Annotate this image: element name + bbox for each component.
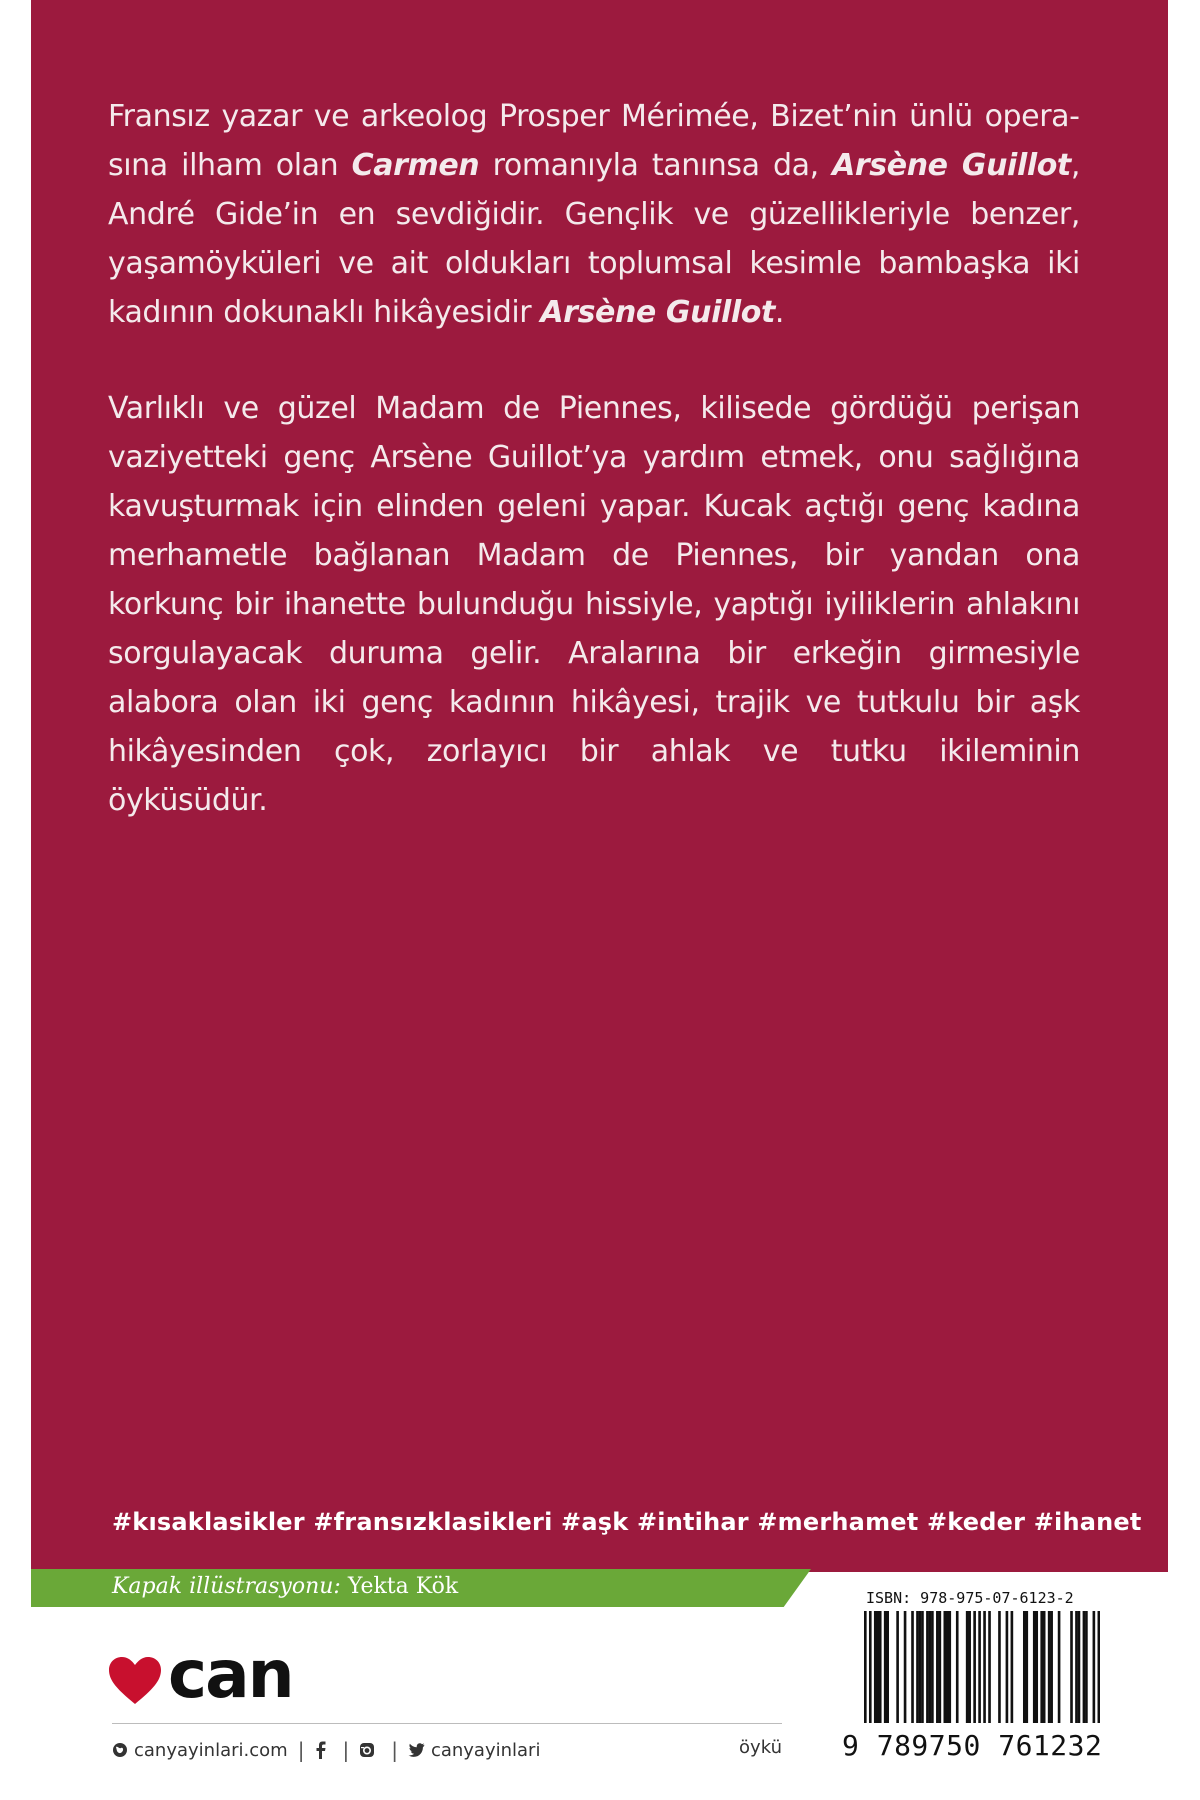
barcode-bar: [1058, 1611, 1061, 1723]
barcode-bar: [1075, 1611, 1078, 1723]
barcode-bar: [864, 1611, 867, 1723]
logo-wordmark: can: [168, 1636, 293, 1713]
barcode-bar: [1093, 1611, 1096, 1723]
barcode-bar: [931, 1611, 934, 1723]
barcode-bar: [946, 1611, 949, 1723]
barcode-bar: [978, 1611, 981, 1723]
barcode-bar: [973, 1611, 976, 1723]
publisher-footer: [112, 1737, 782, 1763]
separator: |: [297, 1738, 305, 1762]
barcode-bar: [1048, 1611, 1051, 1723]
barcode-digits: 9 789750 761232: [842, 1729, 1103, 1762]
barcode-bar: [904, 1611, 907, 1723]
separator: |: [342, 1738, 350, 1762]
heart-icon: [108, 1656, 162, 1706]
barcode-bar: [943, 1611, 946, 1723]
footer-rule: [112, 1723, 782, 1724]
barcode-bar: [916, 1611, 919, 1723]
barcode-bar: [988, 1611, 991, 1723]
barcode-bar: [1085, 1611, 1088, 1723]
barcode-bar: [1011, 1611, 1014, 1723]
barcode-bar: [1078, 1611, 1081, 1723]
instagram-icon[interactable]: [359, 1742, 375, 1758]
blurb-text-run: .: [774, 295, 785, 330]
facebook-icon[interactable]: [314, 1741, 326, 1759]
separator: |: [391, 1738, 398, 1762]
blurb-paragraph-2: Varlıklı ve güzel Madam de Piennes, kilisede gördüğü perişan vaziyetteki genç Arsène Guillot’ya yardım etmek, onu sağlığına kavuşturmak için elinden geleni yapar. Kucak açtığı genç kadına merhametle bağlanan Madam de Piennes, bir yandan ona korkunç bir ihanette bulunduğu hissiyle, yaptığı iyiliklerin ahlakını sorgulayacak duruma gelir. Aralarına bir erkeğin girmesiyle alabora olan iki genç kadının hikâyesi, trajik ve tutkulu bir aşk hikâyesinden çok, zorlayıcı bir ahlak ve tutku ikileminin öyküsüdür.: [108, 391, 1080, 818]
barcode-bar: [1070, 1611, 1073, 1723]
barcode-bar: [1083, 1611, 1086, 1723]
barcode-bar: [948, 1611, 951, 1723]
barcode: [864, 1611, 1100, 1723]
publisher-logo: [108, 1636, 308, 1713]
globe-icon: [112, 1742, 128, 1758]
twitter-icon[interactable]: [408, 1743, 425, 1757]
barcode-bar: [879, 1611, 882, 1723]
barcode-bar: [896, 1611, 899, 1723]
barcode-bar: [921, 1611, 924, 1723]
book-title-emphasis: Arsène Guillot: [540, 295, 775, 330]
blurb-text-run: , André Gide’in en sevdiğidir. Gençlik ve güzellikleriyle benzer, yaşamöyküleri ve ait oldukları toplumsal kesimle bambaşka iki kadının dokunaklı hikâyesidir: [108, 148, 1080, 330]
barcode-bar: [1023, 1611, 1026, 1723]
barcode-bar: [874, 1611, 877, 1723]
credit-label: Kapak illüstrasyonu:: [112, 1574, 341, 1599]
barcode-bar: [983, 1611, 986, 1723]
barcode-bar: [939, 1611, 942, 1723]
barcode-bar: [968, 1611, 971, 1723]
credit-name: Yekta Kök: [347, 1574, 459, 1599]
barcode-bar: [919, 1611, 922, 1723]
barcode-bar: [886, 1611, 889, 1723]
barcode-bar: [1035, 1611, 1038, 1723]
barcode-bar: [1025, 1611, 1028, 1723]
cover-credit: [112, 1574, 458, 1599]
barcode-bar: [1006, 1611, 1009, 1723]
blurb-paragraph-1: [108, 92, 1080, 337]
barcode-bar: [911, 1611, 914, 1723]
barcode-bar: [998, 1611, 1001, 1723]
barcode-bar: [876, 1611, 879, 1723]
barcode-bar: [1033, 1611, 1036, 1723]
barcode-bar: [936, 1611, 939, 1723]
barcode-bar: [926, 1611, 929, 1723]
barcode-bar: [966, 1611, 969, 1723]
blurb-text-run: romanıyla tanınsa da,: [479, 148, 833, 183]
book-title-emphasis: Carmen: [351, 148, 480, 183]
isbn-label: ISBN: 978-975-07-6123-2: [866, 1589, 1074, 1607]
genre-label: öykü: [739, 1737, 782, 1758]
barcode-bar: [1040, 1611, 1043, 1723]
blurb-text-run: Fransız yazar ve arkeolog Prosper Mérimée, Bizet’nin ünlü operasına ilham olan: [108, 99, 1080, 183]
social-handle[interactable]: canyayinlari: [430, 1739, 541, 1761]
book-title-emphasis: Arsène Guillot: [832, 148, 1071, 183]
website-link[interactable]: canyayinlari.com: [134, 1739, 288, 1761]
barcode-bar: [1043, 1611, 1046, 1723]
barcode-bar: [869, 1611, 872, 1723]
barcode-bar: [929, 1611, 932, 1723]
barcode-bar: [1050, 1611, 1053, 1723]
barcode-bar: [1098, 1611, 1100, 1723]
barcode-bar: [956, 1611, 959, 1723]
blurb: [108, 92, 1080, 825]
hashtags: #kısaklasikler #fransızklasikleri #aşk #intihar #merhamet #keder #ihanet: [112, 1508, 1142, 1536]
barcode-bar: [884, 1611, 887, 1723]
